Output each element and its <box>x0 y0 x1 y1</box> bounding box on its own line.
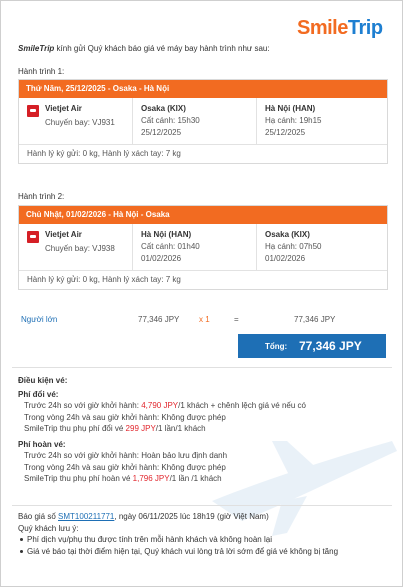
leg2-label: Hành trình 2: <box>18 192 65 201</box>
leg2-dep-city: Hà Nội (HAN) <box>141 230 192 239</box>
vietjet-logo-icon <box>27 231 39 243</box>
leg1-dep-city: Osaka (KIX) <box>141 104 186 113</box>
conditions-title: Điều kiện vé: <box>18 376 68 385</box>
smiletrip-logo: SmileTrip <box>297 17 383 39</box>
change-rule-3: SmileTrip thu phụ phí đổi vé 299 JPY/1 lần/1 khách <box>24 424 206 433</box>
total-box <box>238 334 386 358</box>
leg2-flight-no: Chuyến bay: VJ938 <box>45 244 115 253</box>
total-label: Tổng: <box>265 342 288 351</box>
quote-id-link[interactable]: SMT100211771 <box>58 512 115 521</box>
leg2-arr-city: Osaka (KIX) <box>265 230 310 239</box>
subtotal: 77,346 JPY <box>294 315 336 324</box>
leg2-card <box>18 205 388 290</box>
refund-rule-1: Trước 24h so với giờ khởi hành: Hoàn bảo lưu định danh <box>24 451 228 460</box>
leg2-airline: Vietjet Air <box>45 230 82 239</box>
leg1-card <box>18 79 388 164</box>
pax-type: Người lớn <box>21 315 58 324</box>
leg2-arr-date: 01/02/2026 <box>265 254 306 263</box>
vietjet-logo-icon <box>27 105 39 117</box>
leg2-dep-date: 01/02/2026 <box>141 254 182 263</box>
leg2-arr-time: Hạ cánh: 07h50 <box>265 242 322 251</box>
leg1-arr-city: Hà Nội (HAN) <box>265 104 316 113</box>
note-1: Phí dịch vụ/phụ thu được tính trên mỗi hành khách và không hoàn lại <box>18 534 338 546</box>
intro-text: SmileTrip kính gửi Quý khách báo giá vé máy bay hành trình như sau: <box>18 44 270 53</box>
refund-rule-3: SmileTrip thu phụ phí hoàn vé 1,796 JPY/1 lần /1 khách <box>24 474 222 483</box>
note-2: Giá vé báo tại thời điểm hiện tại, Quý khách vui lòng trả lời sớm để giá vé không bị tăng <box>18 546 338 558</box>
leg1-arr-date: 25/12/2025 <box>265 128 306 137</box>
leg1-airline: Vietjet Air <box>45 104 82 113</box>
leg2-header: Chủ Nhật, 01/02/2026 - Hà Nội - Osaka <box>19 206 387 224</box>
refund-rule-2: Trong vòng 24h và sau giờ khởi hành: Không được phép <box>24 462 226 472</box>
total-value: 77,346 JPY <box>299 339 362 353</box>
unit-price: 77,346 JPY <box>138 315 180 324</box>
footer <box>18 511 338 557</box>
leg1-dep-date: 25/12/2025 <box>141 128 182 137</box>
price-row <box>18 315 386 329</box>
divider <box>12 367 392 368</box>
leg1-arr-time: Hạ cánh: 19h15 <box>265 116 322 125</box>
change-rule-1: Trước 24h so với giờ khởi hành: 4,790 JPY/1 khách + chênh lệch giá vé nếu có <box>24 401 306 410</box>
change-rule-2: Trong vòng 24h và sau giờ khởi hành: Không được phép <box>24 412 226 422</box>
leg1-flight-no: Chuyến bay: VJ931 <box>45 118 115 127</box>
conditions-section <box>18 375 306 485</box>
equals-sign: = <box>234 315 239 324</box>
leg1-header: Thứ Năm, 25/12/2025 - Osaka - Hà Nội <box>19 80 387 98</box>
pax-qty: x 1 <box>199 315 210 324</box>
leg1-label: Hành trình 1: <box>18 67 65 76</box>
notes-title: Quý khách lưu ý: <box>18 523 79 533</box>
leg2-baggage: Hành lý ký gửi: 0 kg, Hành lý xách tay: 7 kg <box>27 275 181 284</box>
quote-info: Báo giá số SMT100211771, ngày 06/11/2025 lúc 18h19 (giờ Việt Nam) <box>18 512 269 521</box>
refund-fee-title: Phí hoàn vé: <box>18 439 66 449</box>
change-fee-title: Phí đổi vé: <box>18 389 59 399</box>
leg2-dep-time: Cất cánh: 01h40 <box>141 242 200 251</box>
leg1-baggage: Hành lý ký gửi: 0 kg, Hành lý xách tay: 7 kg <box>27 149 181 158</box>
divider <box>12 505 392 506</box>
leg1-dep-time: Cất cánh: 15h30 <box>141 116 200 125</box>
